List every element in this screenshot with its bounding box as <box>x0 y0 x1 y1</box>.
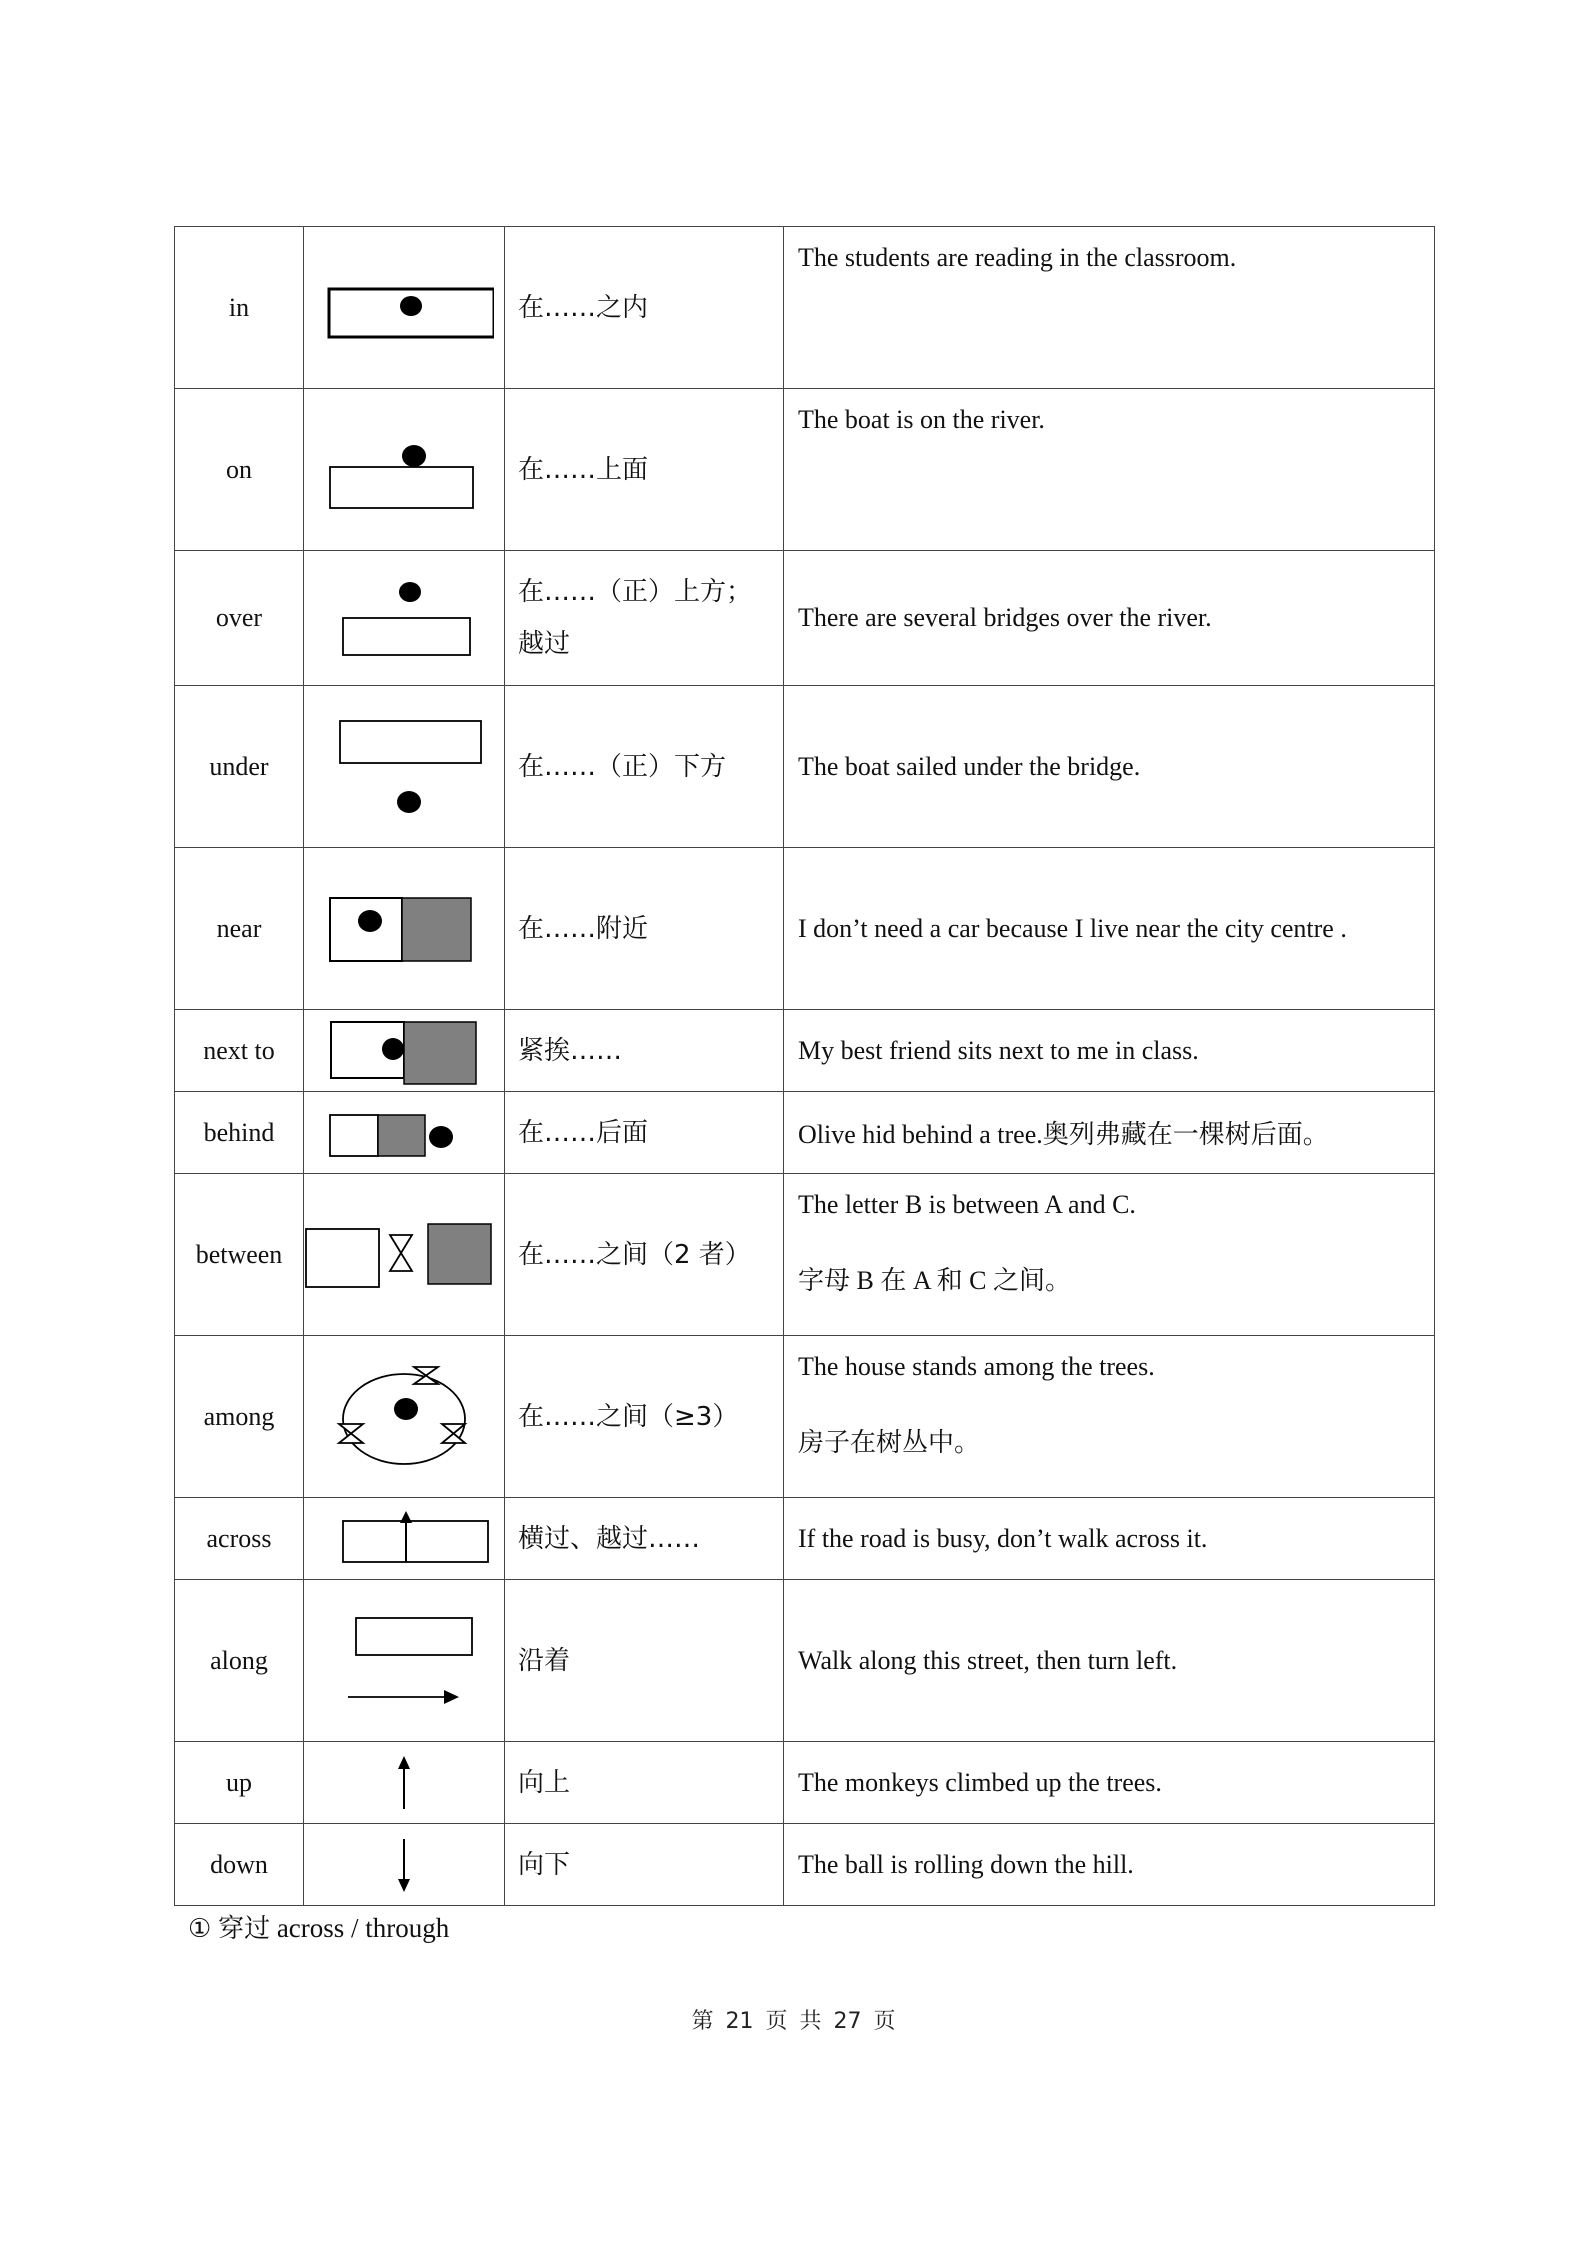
example-translation: 房子在树丛中。 <box>798 1428 981 1457</box>
diagram-near-svg <box>314 889 494 969</box>
meaning-line-2: 越过 <box>518 629 571 659</box>
example-text: The ball is rolling down the hill. <box>798 1849 1134 1879</box>
example-cell <box>784 1010 1435 1092</box>
example-cell <box>784 1336 1435 1498</box>
diagram-under-svg <box>314 707 494 827</box>
diagram-along-svg <box>314 1606 494 1716</box>
example-cell <box>784 551 1435 686</box>
diagram-next-to <box>304 1010 505 1092</box>
example-text: My best friend sits next to me in class. <box>798 1035 1199 1065</box>
table-row <box>175 551 1435 686</box>
diagram-down <box>304 1824 505 1906</box>
diagram-across-svg <box>314 1509 494 1569</box>
diagram-among-svg <box>314 1357 494 1477</box>
word-cell: in <box>175 227 304 389</box>
word-cell: over <box>175 551 304 686</box>
table-row <box>175 1580 1435 1742</box>
footnote-marker: ① <box>188 1914 212 1944</box>
meaning-line-1: 在……（正）上方； <box>518 577 753 607</box>
example-text: The letter B is between A and C. <box>798 1190 1136 1219</box>
footnote <box>188 1908 449 1945</box>
word-cell: next to <box>175 1010 304 1092</box>
meaning-cell: 在……（正）下方 <box>505 686 784 848</box>
meaning-cell: 紧挨…… <box>505 1010 784 1092</box>
example-cell <box>784 1824 1435 1906</box>
example-cell <box>784 1498 1435 1580</box>
meaning-cell <box>505 551 784 686</box>
word-cell: up <box>175 1742 304 1824</box>
meaning-text: 在……之间（≥3） <box>518 1401 739 1432</box>
meaning-cell: 在……后面 <box>505 1092 784 1174</box>
meaning-cell: 在……之间（2 者） <box>505 1174 784 1336</box>
example-text: Olive hid behind a tree.奥列弗藏在一棵树后面。 <box>798 1120 1329 1149</box>
meaning-cell <box>505 1336 784 1498</box>
table-row <box>175 227 1435 389</box>
table-row <box>175 1336 1435 1498</box>
example-cell <box>784 389 1435 551</box>
example-cell <box>784 1580 1435 1742</box>
table-row <box>175 1092 1435 1174</box>
preposition-table <box>174 226 1435 1906</box>
example-text: The boat sailed under the bridge. <box>798 751 1141 781</box>
pager-total: 27 <box>833 2009 862 2034</box>
example-cell <box>784 686 1435 848</box>
diagram-across <box>304 1498 505 1580</box>
diagram-along <box>304 1580 505 1742</box>
diagram-near <box>304 848 505 1010</box>
diagram-on-svg <box>314 430 494 510</box>
word-cell: behind <box>175 1092 304 1174</box>
example-cell <box>784 1174 1435 1336</box>
diagram-in-svg <box>314 273 494 343</box>
table-row <box>175 1010 1435 1092</box>
example-text: The monkeys climbed up the trees. <box>798 1767 1162 1797</box>
meaning-cell: 在……附近 <box>505 848 784 1010</box>
example-text: I don’t need a car because I live near the city centre . <box>798 913 1347 943</box>
footnote-en: across / through <box>276 1913 450 1943</box>
word-cell: among <box>175 1336 304 1498</box>
page-footer <box>0 2004 1587 2035</box>
pager-total-label: 共 <box>799 2009 822 2034</box>
diagram-in <box>304 227 505 389</box>
example-text: The boat is on the river. <box>798 405 1045 434</box>
example-cell <box>784 848 1435 1010</box>
diagram-among <box>304 1336 505 1498</box>
diagram-on <box>304 389 505 551</box>
diagram-behind-svg <box>314 1103 494 1163</box>
word-cell: on <box>175 389 304 551</box>
word-cell: down <box>175 1824 304 1906</box>
diagram-over <box>304 551 505 686</box>
example-text: The students are reading in the classroom. <box>798 243 1237 272</box>
word-cell: along <box>175 1580 304 1742</box>
example-cell <box>784 1092 1435 1174</box>
pager-current: 21 <box>725 2009 754 2034</box>
meaning-cell: 向下 <box>505 1824 784 1906</box>
word-cell: near <box>175 848 304 1010</box>
example-text: There are several bridges over the river. <box>798 603 1212 632</box>
pager-unit: 页 <box>765 2009 788 2034</box>
diagram-between-svg <box>304 1215 504 1295</box>
meaning-cell: 在……上面 <box>505 389 784 551</box>
example-text: If the road is busy, don’t walk across it. <box>798 1523 1208 1553</box>
example-text: Walk along this street, then turn left. <box>798 1645 1178 1675</box>
word-cell: between <box>175 1174 304 1336</box>
table-row <box>175 1498 1435 1580</box>
arrow-up-icon <box>374 1753 434 1813</box>
table-row <box>175 389 1435 551</box>
table-row <box>175 686 1435 848</box>
table-row <box>175 1742 1435 1824</box>
table-row <box>175 1174 1435 1336</box>
meaning-cell: 沿着 <box>505 1580 784 1742</box>
diagram-up <box>304 1742 505 1824</box>
table-row <box>175 1824 1435 1906</box>
table-row <box>175 848 1435 1010</box>
diagram-next-to-svg <box>314 1016 494 1086</box>
example-cell <box>784 227 1435 389</box>
meaning-cell: 横过、越过…… <box>505 1498 784 1580</box>
diagram-behind <box>304 1092 505 1174</box>
pager-prefix: 第 <box>691 2009 714 2034</box>
meaning-cell: 向上 <box>505 1742 784 1824</box>
footnote-cn: 穿过 <box>218 1914 271 1944</box>
arrow-down-icon <box>374 1835 434 1895</box>
example-translation: 字母 B 在 A 和 C 之间。 <box>798 1266 1072 1295</box>
meaning-cell: 在……之内 <box>505 227 784 389</box>
diagram-under <box>304 686 505 848</box>
word-cell: across <box>175 1498 304 1580</box>
word-cell: under <box>175 686 304 848</box>
diagram-over-svg <box>314 573 494 663</box>
example-text: The house stands among the trees. <box>798 1352 1155 1381</box>
example-cell <box>784 1742 1435 1824</box>
diagram-between <box>304 1174 505 1336</box>
pager-suffix: 页 <box>873 2009 896 2034</box>
